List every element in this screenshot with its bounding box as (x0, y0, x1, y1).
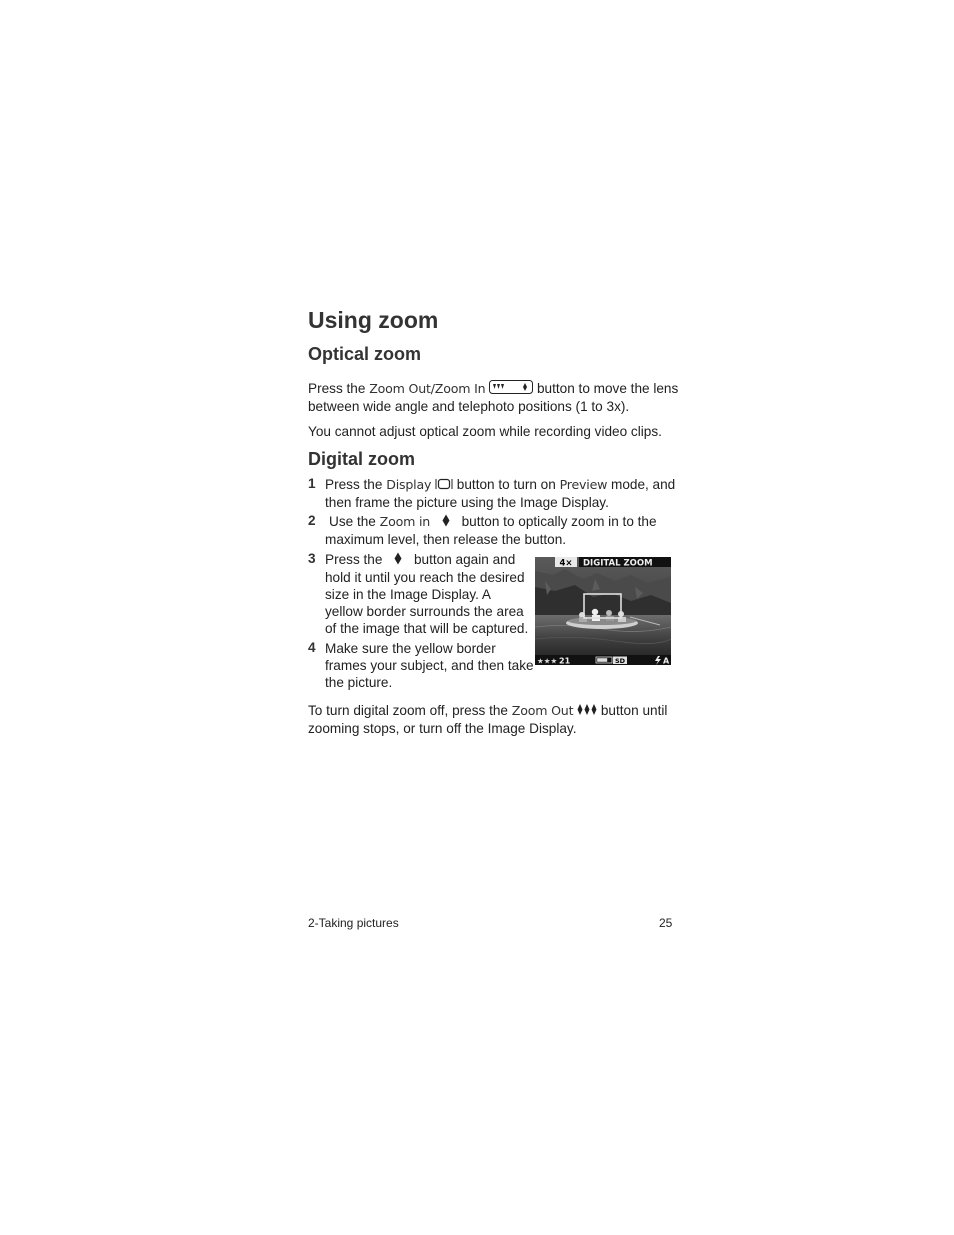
quality-stars-icon: ★★★ (537, 656, 558, 665)
footer-chapter: 2-Taking pictures (308, 916, 399, 930)
ui-label-zoom-out-zoom-in: Zoom Out/Zoom In (369, 381, 486, 396)
step-4-text: Make sure the yellow border frames your subject, and then take the picture. (325, 641, 534, 690)
step-3-text: Press the button again and hold it until you reach the desired size in the Image Display. A yellow border surrounds the area of the image that will be captured. (325, 552, 529, 636)
zoom-level-badge: 4× (559, 558, 573, 569)
zoom-in-icon (394, 552, 402, 569)
ui-label-zoom-out: Zoom Out (511, 703, 574, 718)
zoom-out-icon (577, 703, 597, 720)
step-number-2: 2 (308, 513, 316, 528)
optical-paragraph-1: Press the Zoom Out/Zoom In button to move the lens between wide angle and telephoto positions (1 to 3x). (308, 381, 679, 415)
zoom-in-icon (442, 514, 450, 531)
sd-card-indicator: SD (614, 657, 626, 665)
ui-label-display: Display (386, 477, 432, 492)
footer-page-number: 25 (659, 916, 673, 930)
step-number-3: 3 (308, 551, 316, 566)
step-number-4: 4 (308, 640, 316, 655)
zoom-rocker-icon (489, 380, 533, 398)
remaining-shots-count: 21 (559, 656, 571, 665)
flash-mode-label: A (663, 656, 670, 665)
camera-scene-image (535, 557, 671, 665)
ui-label-zoom-in: Zoom in (379, 514, 431, 529)
optical-paragraph-2: You cannot adjust optical zoom while recording video clips. (308, 424, 662, 439)
camera-display-screenshot (535, 557, 671, 665)
digital-zoom-off-paragraph: To turn digital zoom off, press the Zoom Out button until zooming stops, or turn off the Image Display. (308, 703, 668, 736)
section-heading-digital-zoom: Digital zoom (308, 449, 415, 469)
ui-label-preview: Preview (559, 477, 608, 492)
digital-zoom-banner: DIGITAL ZOOM (583, 558, 653, 569)
page-title: Using zoom (308, 307, 439, 333)
section-heading-optical-zoom: Optical zoom (308, 344, 422, 364)
step-2-text: Use the Zoom in button to optically zoom in to the maximum level, then release the button. (325, 514, 657, 547)
display-icon (435, 477, 453, 494)
step-number-1: 1 (308, 476, 316, 491)
step-1-text: Press the Display button to turn on Preview mode, and then frame the picture using the Image Display. (325, 477, 676, 510)
